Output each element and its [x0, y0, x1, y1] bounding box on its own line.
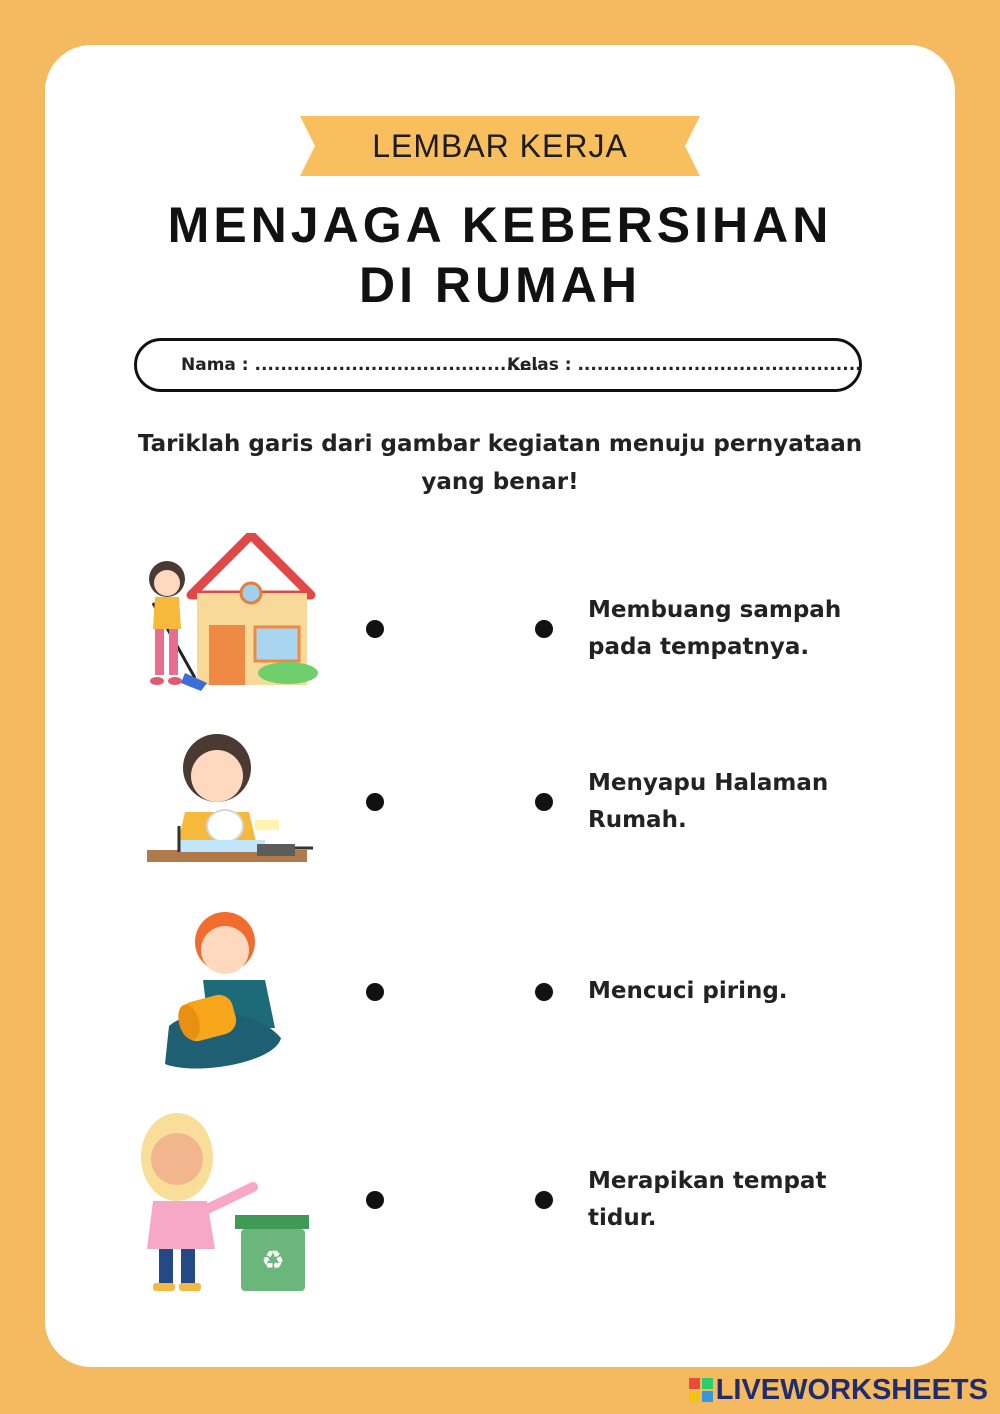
- statement-2-line-2: Rumah.: [588, 807, 687, 833]
- title-line-2: DI RUMAH: [359, 257, 641, 313]
- liveworksheets-logo-icon: [688, 1377, 714, 1403]
- statement-4: [588, 1163, 888, 1237]
- left-dot-2[interactable]: [366, 793, 384, 811]
- statement-1-line-2: pada tempatnya.: [588, 634, 810, 660]
- right-dot-3[interactable]: [535, 983, 553, 1001]
- statement-1-line-1: Membuang sampah: [588, 597, 842, 623]
- brand-text: LIVEWORKSHEETS: [715, 1373, 988, 1406]
- title-line-1: MENJAGA KEBERSIHAN: [167, 197, 833, 253]
- name-field[interactable]: Nama : ............................................: [181, 355, 539, 375]
- worksheet-card: [45, 45, 955, 1367]
- right-dot-1[interactable]: [535, 620, 553, 638]
- svg-text:♻: ♻: [261, 1246, 285, 1276]
- statement-4-line-2: tidur.: [588, 1205, 657, 1231]
- statement-3: [588, 973, 888, 1010]
- class-field[interactable]: Kelas : ............................................: [507, 355, 862, 375]
- right-dot-2[interactable]: [535, 793, 553, 811]
- girl-sweeping-house-icon: [133, 533, 325, 702]
- right-dot-4[interactable]: [535, 1191, 553, 1209]
- left-dot-4[interactable]: [366, 1191, 384, 1209]
- left-dot-3[interactable]: [366, 983, 384, 1001]
- statement-3-line-1: Mencuci piring.: [588, 978, 788, 1004]
- header-ribbon: [300, 116, 700, 176]
- girl-folding-blanket-icon: [155, 908, 295, 1082]
- statement-4-line-1: Merapikan tempat: [588, 1168, 827, 1194]
- instruction-text: Tariklah garis dari gambar kegiatan menuju pernyataan yang benar!: [137, 431, 863, 495]
- liveworksheets-brand[interactable]: [688, 1372, 988, 1408]
- page-title: [45, 195, 955, 315]
- student-info-box: [134, 338, 862, 392]
- girl-throwing-trash-icon: [133, 1107, 323, 1297]
- left-dot-1[interactable]: [366, 620, 384, 638]
- statement-2: [588, 765, 888, 839]
- statement-2-line-1: Menyapu Halaman: [588, 770, 829, 796]
- girl-washing-dishes-icon: [145, 728, 315, 882]
- ribbon-label: LEMBAR KERJA: [372, 128, 628, 164]
- statement-1: [588, 592, 888, 666]
